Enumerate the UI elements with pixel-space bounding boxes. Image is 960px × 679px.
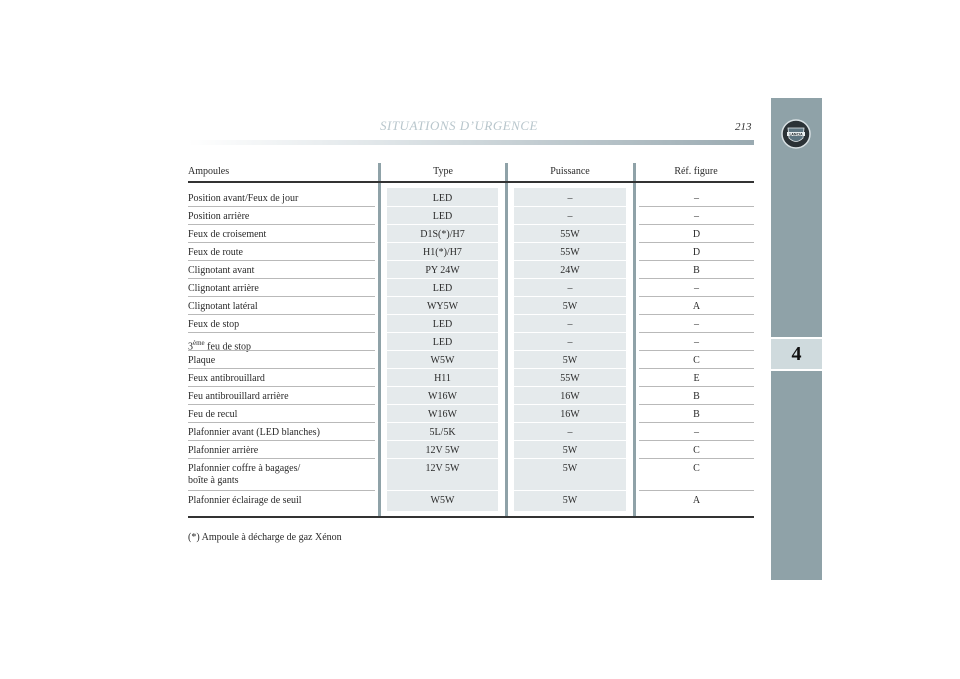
bulb-figure-ref: – [694,337,699,348]
bulb-name: Position arrière [188,211,250,222]
footnote: (*) Ampoule à décharge de gaz Xénon [188,532,342,543]
bulb-name: Feux de croisement [188,229,267,240]
table-row [188,368,754,386]
bulb-type: 12V 5W [425,463,460,474]
bulb-figure-ref: – [694,211,699,222]
bulb-power: – [567,319,573,330]
bulb-name: Feux de stop [188,319,240,330]
bulb-power: – [567,283,573,294]
table-row [188,188,754,206]
table-row [188,260,754,278]
header-rule [188,140,754,145]
table-row [188,350,754,368]
section-title: SITUATIONS D’URGENCE [380,118,538,133]
bulb-figure-ref: – [694,283,699,294]
bulb-name: Feu antibrouillard arrière [188,391,289,402]
bulb-name: Feux antibrouillard [188,373,265,384]
bulb-name: Position avant/Feux de jour [188,193,299,204]
bulb-figure-ref: D [692,229,701,240]
bulb-figure-ref: A [692,301,701,312]
bulb-name: Clignotant avant [188,265,255,276]
table-row [188,206,754,224]
column-header-ref-figure: Réf. figure [674,166,718,177]
bulb-name: Plafonnier avant (LED blanches) [188,427,320,438]
column-header-type: Type [433,166,453,177]
bulb-name: 3ème feu de stop [188,339,252,353]
bulb-power: – [567,211,573,222]
lancia-logo-icon [781,119,811,149]
bulb-power: – [567,427,573,438]
bulb-figure-ref: C [693,355,700,366]
bulb-power: 55W [560,373,580,384]
table-row [188,490,754,508]
bulb-type: LED [432,211,453,222]
page-number: 213 [735,121,752,133]
bulb-figure-ref: A [692,495,701,506]
bulb-power: 16W [560,391,580,402]
table-row [188,440,754,458]
bulb-name: Feu de recul [188,409,238,420]
bulb-table [188,188,754,508]
bulb-type: W5W [430,495,455,506]
bulb-figure-ref: D [692,247,701,258]
chapter-number: 4 [791,343,802,365]
bulb-type: LED [432,193,453,204]
bulb-figure-ref: B [693,409,700,420]
bulb-type: W5W [430,355,455,366]
bulb-type: LED [432,337,453,348]
bulb-figure-ref: C [693,445,700,456]
bulb-name: Clignotant arrière [188,283,259,294]
bulb-type: W16W [428,391,457,402]
bulb-power: – [567,337,573,348]
table-row [188,458,754,490]
bulb-figure-ref: – [694,319,699,330]
table-row [188,296,754,314]
bulb-figure-ref: B [693,265,700,276]
bulb-power: 5W [562,463,578,474]
bulb-name: Clignotant latéral [188,301,258,312]
table-row [188,224,754,242]
bulb-type: LED [432,319,453,330]
bulb-name: Plafonnier coffre à bagages/ boîte à gants [188,463,301,486]
table-row [188,404,754,422]
table-row [188,314,754,332]
bulb-type: H1(*)/H7 [423,247,462,258]
table-row [188,332,754,353]
bulb-type: D1S(*)/H7 [420,229,465,240]
bulb-power: 24W [560,265,580,276]
bulb-power: 55W [560,229,580,240]
bulb-type: 12V 5W [425,445,460,456]
bulb-figure-ref: E [693,373,700,384]
column-header-ampoules: Ampoules [188,166,230,177]
bulb-name: Plafonnier éclairage de seuil [188,495,302,506]
bulb-figure-ref: C [693,463,700,474]
logo-text: LANCIA [789,132,803,137]
chapter-tab[interactable] [771,337,822,371]
table-bottom-rule [188,516,754,518]
chapter-sidebar [771,98,822,580]
table-row [188,422,754,440]
bulb-name: Plaque [188,355,216,366]
bulb-type: H11 [434,373,451,384]
bulb-type: PY 24W [425,265,460,276]
column-header-puissance: Puissance [550,166,590,177]
bulb-power: 5W [562,495,578,506]
bulb-figure-ref: B [693,391,700,402]
bulb-type: LED [432,283,453,294]
bulb-figure-ref: – [694,193,699,204]
bulb-power: 55W [560,247,580,258]
bulb-type: W16W [428,409,457,420]
table-row [188,278,754,296]
header-row-rule [188,181,754,183]
bulb-power: 5W [562,445,578,456]
bulb-power: – [567,193,573,204]
table-row [188,242,754,260]
bulb-name: Feux de route [188,247,243,258]
table-row [188,386,754,404]
bulb-name: Plafonnier arrière [188,445,259,456]
bulb-type: WY5W [426,301,459,312]
bulb-type: 5L/5K [429,427,456,438]
bulb-power: 5W [562,355,578,366]
bulb-power: 5W [562,301,578,312]
bulb-power: 16W [560,409,580,420]
bulb-figure-ref: – [694,427,699,438]
